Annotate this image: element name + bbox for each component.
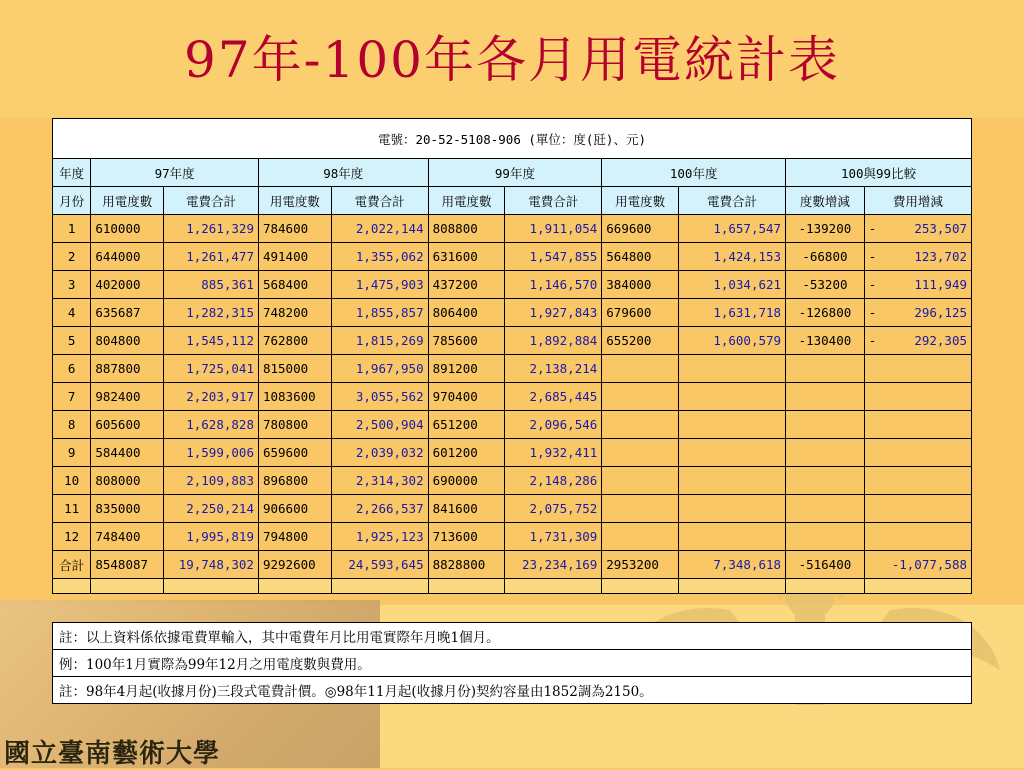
month-cell: 2: [53, 243, 91, 271]
usage-98-cell: 9292600: [258, 551, 331, 579]
month-cell: 5: [53, 327, 91, 355]
year-header-97: 97年度: [91, 159, 259, 187]
usage-100-cell: 655200: [602, 327, 679, 355]
table-row: [53, 215, 972, 243]
fee-diff-cell: [864, 271, 971, 299]
year-header-98: 98年度: [258, 159, 428, 187]
fee-diff-cell: [864, 551, 971, 579]
fee-100-cell: [679, 439, 786, 467]
fee-99-cell: 1,911,054: [505, 215, 602, 243]
month-cell: 1: [53, 215, 91, 243]
fee-diff-value: -1,077,588: [891, 557, 967, 572]
usage-99-cell: 651200: [428, 411, 505, 439]
fee-99-cell: 1,892,884: [505, 327, 602, 355]
column-header: 用電度數: [428, 187, 505, 215]
usage-98-cell: 491400: [258, 243, 331, 271]
fee-diff-cell: [864, 439, 971, 467]
fee-diff-sign: -: [868, 305, 877, 320]
fee-97-cell: 885,361: [164, 271, 259, 299]
table-row: [53, 271, 972, 299]
usage-99-cell: 970400: [428, 383, 505, 411]
note-example: 例：100年1月實際為99年12月之用電度數與費用。: [53, 650, 972, 677]
month-cell: 12: [53, 523, 91, 551]
usage-99-cell: 437200: [428, 271, 505, 299]
fee-97-cell: 1,261,329: [164, 215, 259, 243]
fee-100-cell: 7,348,618: [679, 551, 786, 579]
year-header-99: 99年度: [428, 159, 602, 187]
fee-diff-sign: -: [868, 221, 877, 236]
fee-97-cell: 1,995,819: [164, 523, 259, 551]
usage-diff-cell: [786, 495, 865, 523]
fee-diff-sign: -: [868, 277, 877, 292]
fee-97-cell: 19,748,302: [164, 551, 259, 579]
month-cell: 8: [53, 411, 91, 439]
usage-diff-cell: [786, 411, 865, 439]
usage-97-cell: 644000: [91, 243, 164, 271]
column-header: 費用增減: [864, 187, 971, 215]
usage-97-cell: 610000: [91, 215, 164, 243]
usage-diff-cell: -66800: [786, 243, 865, 271]
column-header: 用電度數: [602, 187, 679, 215]
fee-98-cell: 1,855,857: [331, 299, 428, 327]
month-cell: 3: [53, 271, 91, 299]
fee-99-cell: 1,547,855: [505, 243, 602, 271]
usage-97-cell: 982400: [91, 383, 164, 411]
usage-100-cell: 384000: [602, 271, 679, 299]
fee-98-cell: 1,355,062: [331, 243, 428, 271]
column-header: 電費合計: [679, 187, 786, 215]
usage-100-cell: [602, 495, 679, 523]
fee-99-cell: 2,138,214: [505, 355, 602, 383]
usage-98-cell: 896800: [258, 467, 331, 495]
fee-97-cell: 1,628,828: [164, 411, 259, 439]
usage-99-cell: 891200: [428, 355, 505, 383]
table-row: [53, 439, 972, 467]
usage-100-cell: [602, 467, 679, 495]
fee-100-cell: [679, 523, 786, 551]
fee-99-cell: 1,146,570: [505, 271, 602, 299]
year-header-label: 年度: [53, 159, 91, 187]
usage-97-cell: 584400: [91, 439, 164, 467]
table-row: [53, 495, 972, 523]
fee-100-cell: 1,600,579: [679, 327, 786, 355]
fee-100-cell: 1,034,621: [679, 271, 786, 299]
fee-diff-sign: -: [868, 249, 877, 264]
fee-98-cell: 1,967,950: [331, 355, 428, 383]
electricity-table-container: [52, 118, 972, 594]
column-header: 電費合計: [331, 187, 428, 215]
fee-98-cell: 1,925,123: [331, 523, 428, 551]
fee-98-cell: 3,055,562: [331, 383, 428, 411]
usage-97-cell: 402000: [91, 271, 164, 299]
fee-99-cell: 23,234,169: [505, 551, 602, 579]
fee-diff-cell: [864, 523, 971, 551]
usage-diff-cell: -126800: [786, 299, 865, 327]
usage-97-cell: 8548087: [91, 551, 164, 579]
usage-100-cell: [602, 439, 679, 467]
usage-100-cell: 564800: [602, 243, 679, 271]
fee-97-cell: 1,282,315: [164, 299, 259, 327]
usage-99-cell: 806400: [428, 299, 505, 327]
usage-diff-cell: [786, 467, 865, 495]
month-cell: 11: [53, 495, 91, 523]
fee-98-cell: 2,314,302: [331, 467, 428, 495]
fee-100-cell: 1,657,547: [679, 215, 786, 243]
usage-97-cell: 808000: [91, 467, 164, 495]
year-header-100: 100年度: [602, 159, 786, 187]
table-row: [53, 299, 972, 327]
month-cell: 4: [53, 299, 91, 327]
usage-98-cell: 568400: [258, 271, 331, 299]
column-header: 用電度數: [91, 187, 164, 215]
month-cell: 7: [53, 383, 91, 411]
usage-97-cell: 605600: [91, 411, 164, 439]
note-2: 註：98年4月起(收據月份)三段式電費計價。◎98年11月起(收據月份)契約容量由1852調為2150。: [53, 677, 972, 704]
usage-99-cell: 601200: [428, 439, 505, 467]
fee-100-cell: [679, 467, 786, 495]
usage-97-cell: 804800: [91, 327, 164, 355]
usage-diff-cell: -516400: [786, 551, 865, 579]
month-cell: 9: [53, 439, 91, 467]
fee-100-cell: 1,424,153: [679, 243, 786, 271]
table-caption: 電號：20-52-5108-906 (單位：度(瓩)、元): [53, 119, 972, 159]
column-header: 度數增減: [786, 187, 865, 215]
usage-97-cell: 887800: [91, 355, 164, 383]
fee-97-cell: 1,725,041: [164, 355, 259, 383]
usage-99-cell: 690000: [428, 467, 505, 495]
usage-diff-cell: -53200: [786, 271, 865, 299]
usage-97-cell: 748400: [91, 523, 164, 551]
fee-diff-cell: [864, 299, 971, 327]
usage-98-cell: 780800: [258, 411, 331, 439]
fee-diff-value: 123,702: [914, 249, 967, 264]
fee-diff-value: 292,305: [914, 333, 967, 348]
usage-100-cell: [602, 383, 679, 411]
fee-diff-cell: [864, 411, 971, 439]
year-header-compare: 100與99比較: [786, 159, 972, 187]
fee-diff-sign: -: [868, 333, 877, 348]
usage-100-cell: 679600: [602, 299, 679, 327]
month-cell: 10: [53, 467, 91, 495]
column-header: 用電度數: [258, 187, 331, 215]
fee-diff-cell: [864, 327, 971, 355]
fee-98-cell: 24,593,645: [331, 551, 428, 579]
fee-97-cell: 2,203,917: [164, 383, 259, 411]
table-row: [53, 355, 972, 383]
column-header: 電費合計: [505, 187, 602, 215]
fee-99-cell: 1,932,411: [505, 439, 602, 467]
fee-100-cell: [679, 495, 786, 523]
electricity-table: [52, 118, 972, 594]
usage-98-cell: 1083600: [258, 383, 331, 411]
column-header: 電費合計: [164, 187, 259, 215]
usage-100-cell: [602, 411, 679, 439]
fee-100-cell: [679, 355, 786, 383]
university-logo: 國立臺南藝術大學: [4, 739, 221, 769]
usage-99-cell: 841600: [428, 495, 505, 523]
usage-99-cell: 631600: [428, 243, 505, 271]
total-row: [53, 551, 972, 579]
table-row: [53, 243, 972, 271]
month-cell: 6: [53, 355, 91, 383]
column-header: 月份: [53, 187, 91, 215]
fee-99-cell: 2,096,546: [505, 411, 602, 439]
usage-99-cell: 808800: [428, 215, 505, 243]
usage-99-cell: 713600: [428, 523, 505, 551]
usage-97-cell: 635687: [91, 299, 164, 327]
usage-diff-cell: [786, 523, 865, 551]
year-header-row: [53, 159, 972, 187]
fee-98-cell: 1,475,903: [331, 271, 428, 299]
table-row: [53, 411, 972, 439]
usage-98-cell: 815000: [258, 355, 331, 383]
table-row: [53, 383, 972, 411]
fee-97-cell: 1,261,477: [164, 243, 259, 271]
usage-diff-cell: [786, 383, 865, 411]
fee-diff-cell: [864, 383, 971, 411]
fee-diff-cell: [864, 243, 971, 271]
fee-diff-value: 253,507: [914, 221, 967, 236]
fee-99-cell: 1,927,843: [505, 299, 602, 327]
usage-97-cell: 835000: [91, 495, 164, 523]
usage-98-cell: 784600: [258, 215, 331, 243]
caption-row: [53, 119, 972, 159]
usage-diff-cell: -130400: [786, 327, 865, 355]
note-1: 註：以上資料係依據電費單輸入，其中電費年月比用電實際年月晚1個月。: [53, 623, 972, 650]
usage-diff-cell: [786, 439, 865, 467]
fee-98-cell: 2,266,537: [331, 495, 428, 523]
usage-98-cell: 794800: [258, 523, 331, 551]
fee-97-cell: 2,250,214: [164, 495, 259, 523]
usage-98-cell: 748200: [258, 299, 331, 327]
table-row: [53, 523, 972, 551]
page-title: 97年-100年各月用電統計表: [184, 31, 840, 89]
fee-97-cell: 2,109,883: [164, 467, 259, 495]
fee-97-cell: 1,599,006: [164, 439, 259, 467]
usage-98-cell: 659600: [258, 439, 331, 467]
month-cell: 合計: [53, 551, 91, 579]
fee-99-cell: 2,075,752: [505, 495, 602, 523]
fee-98-cell: 2,500,904: [331, 411, 428, 439]
fee-diff-value: 296,125: [914, 305, 967, 320]
usage-diff-cell: -139200: [786, 215, 865, 243]
fee-100-cell: 1,631,718: [679, 299, 786, 327]
fee-diff-cell: [864, 495, 971, 523]
fee-diff-cell: [864, 355, 971, 383]
usage-100-cell: 2953200: [602, 551, 679, 579]
fee-97-cell: 1,545,112: [164, 327, 259, 355]
spacer-row: [53, 579, 972, 594]
usage-diff-cell: [786, 355, 865, 383]
fee-100-cell: [679, 411, 786, 439]
fee-98-cell: 2,022,144: [331, 215, 428, 243]
fee-99-cell: 2,148,286: [505, 467, 602, 495]
usage-99-cell: 8828800: [428, 551, 505, 579]
usage-98-cell: 906600: [258, 495, 331, 523]
fee-diff-cell: [864, 215, 971, 243]
fee-98-cell: 2,039,032: [331, 439, 428, 467]
fee-100-cell: [679, 383, 786, 411]
fee-98-cell: 1,815,269: [331, 327, 428, 355]
table-row: [53, 467, 972, 495]
usage-98-cell: 762800: [258, 327, 331, 355]
fee-99-cell: 1,731,309: [505, 523, 602, 551]
usage-99-cell: 785600: [428, 327, 505, 355]
fee-diff-value: 111,949: [914, 277, 967, 292]
usage-100-cell: 669600: [602, 215, 679, 243]
fee-99-cell: 2,685,445: [505, 383, 602, 411]
fee-diff-cell: [864, 467, 971, 495]
usage-100-cell: [602, 355, 679, 383]
column-header-row: [53, 187, 972, 215]
usage-100-cell: [602, 523, 679, 551]
table-row: [53, 327, 972, 355]
notes-table: [52, 622, 972, 704]
